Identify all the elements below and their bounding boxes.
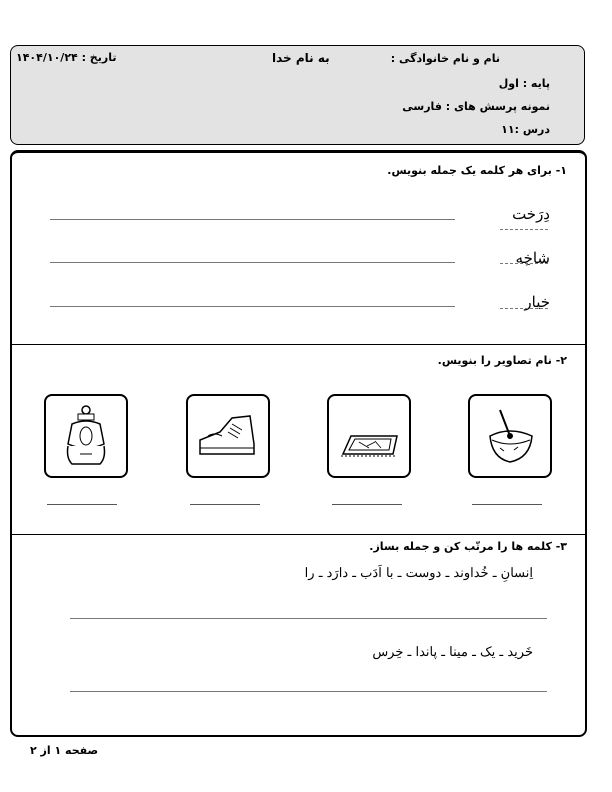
q1-word: خیار [524,293,550,311]
trace-line [500,308,548,309]
divider [10,344,585,345]
grade: پایه : اول [498,77,550,90]
image-spinning-top [468,394,552,478]
answer-line[interactable] [50,306,455,307]
trace-line [500,263,548,264]
page-title: به نام خدا [272,51,330,65]
answer-line[interactable] [70,691,547,692]
answer-line[interactable] [47,504,117,505]
trace-line [500,229,548,230]
answer-line[interactable] [50,262,455,263]
answer-line[interactable] [190,504,260,505]
q2-title: ۲- نام تصاویر را بنویس. [437,354,567,367]
q1-word: شاخِه [515,249,550,267]
answer-line[interactable] [472,504,542,505]
answer-line[interactable] [50,219,455,220]
image-lantern [44,394,128,478]
answer-line[interactable] [332,504,402,505]
q3-item: اِنسانِ ـ خُداوند ـ دوست ـ با اَدَب ـ دارَد ـ را [304,566,533,581]
page-number: صفحه ۱ از ۲ [30,744,99,757]
divider [10,534,585,535]
image-rug [327,394,411,478]
name-label: نام و نام خانوادگی : [390,52,500,65]
q3-item: خَرید ـ یک ـ مینا ـ پاندا ـ خِرس [372,645,533,660]
subject: نمونه پرسش های : فارسی [402,100,550,113]
lesson: درس :۱۱ [501,123,550,136]
date: تاریخ : ۱۴۰۴/۱۰/۲۴ [16,51,117,64]
q1-word: دِرَخت [512,205,550,223]
q3-title: ۳- کلمه ها را مرتّب کن و جمله بساز. [369,540,567,553]
image-shoe [186,394,270,478]
answer-line[interactable] [70,618,547,619]
q1-title: ۱- برای هر کلمه یک جمله بنویس. [387,164,567,177]
